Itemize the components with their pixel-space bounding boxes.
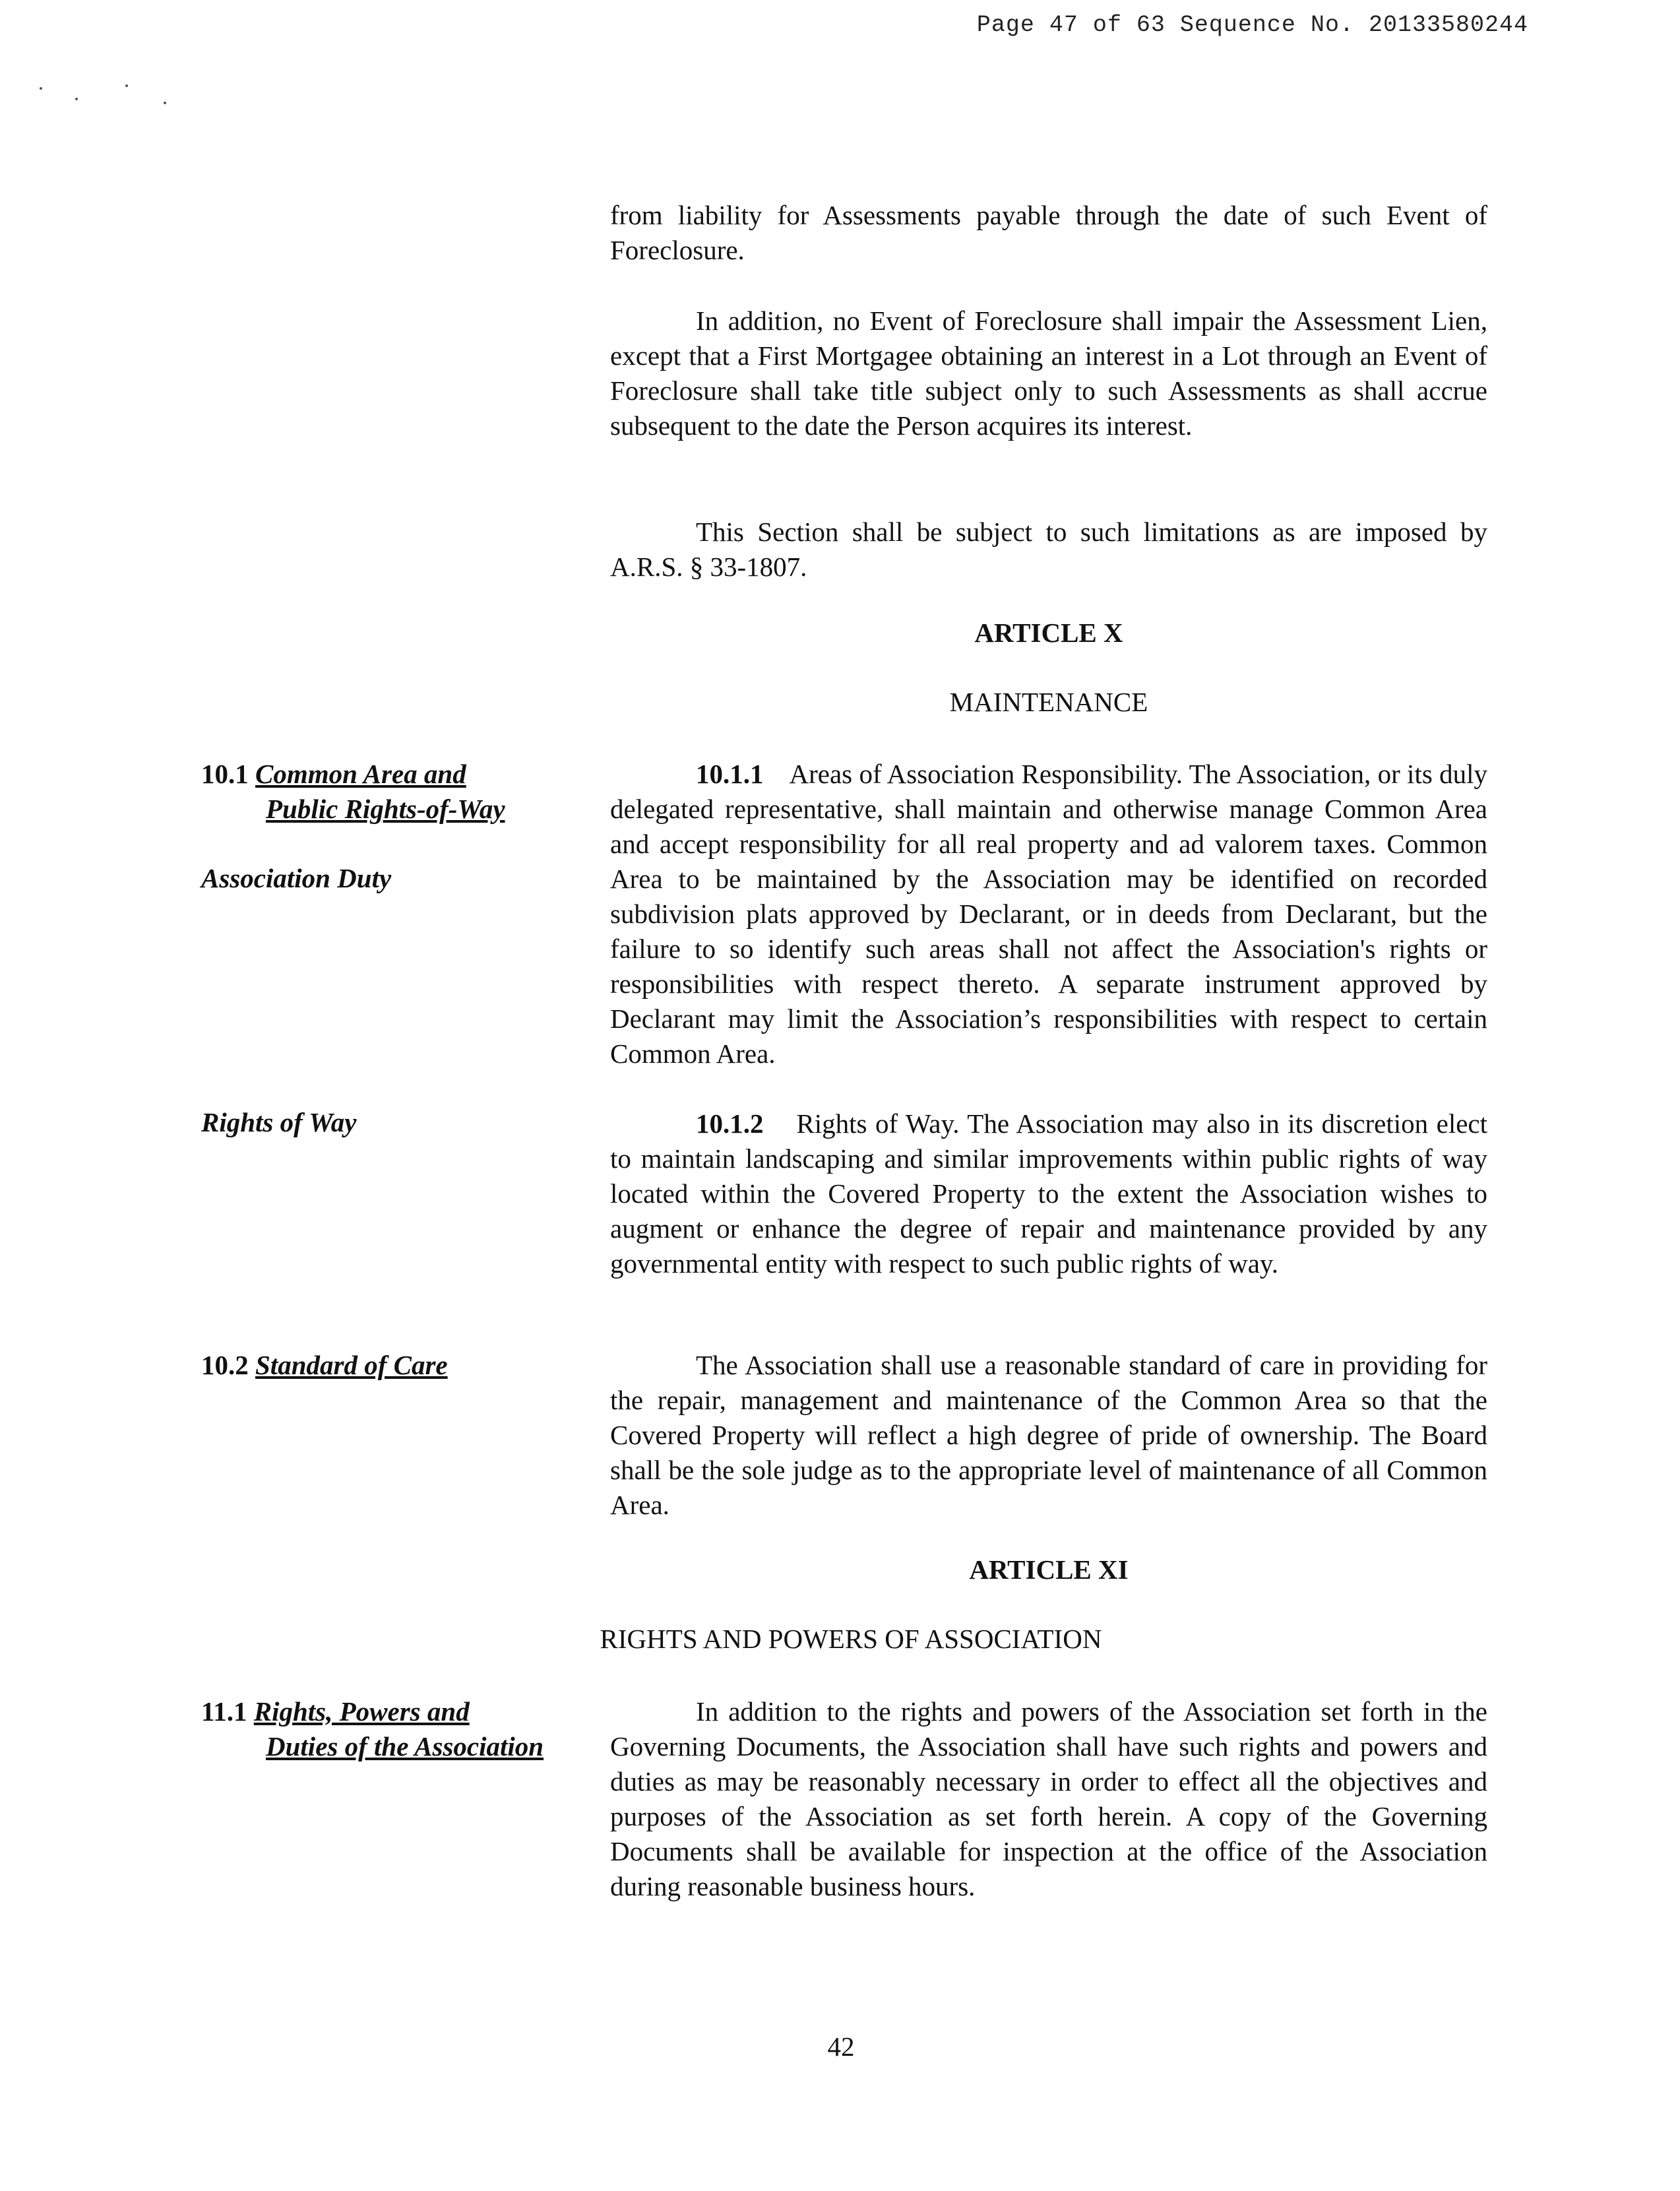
section-11-1-number: 11.1 [201,1696,247,1727]
article-xi-subtitle: RIGHTS AND POWERS OF ASSOCIATION [600,1624,1102,1654]
section-10-2-heading [201,1348,597,1383]
section-10-1-2 [610,1106,1487,1281]
top-paragraph-assessment-lien [610,303,1487,443]
paragraph-limitations: This Section shall be subject to such limitations as are imposed by A.R.S. § 33-1807. [610,517,1487,582]
section-10-2-number: 10.2 [201,1350,249,1380]
scan-specks [26,79,185,119]
section-11-1-title-line1: Rights, Powers and [253,1696,470,1727]
paragraph-assessment-lien: In addition, no Event of Foreclosure shall impair the Assessment Lien, except that a First Mortgagee obtaining an interest in a Lot through an Event of Foreclosure shall take title subject only to such Assessments as shall accrue subsequent to the date the Person acquires its interest. [610,305,1487,441]
article-xi-title: ARTICLE XI [969,1554,1129,1585]
section-10-2-title: Standard of Care [255,1350,448,1380]
top-paragraph-continuation [610,198,1487,268]
section-10-1-title-line2: Public Rights-of-Way [266,794,505,824]
label-association-duty: Association Duty [201,863,392,893]
top-paragraph-limitations [610,515,1487,585]
section-10-1-1-text: Areas of Association Responsibility. The Association, or its duly delegated representative, shall maintain and otherwise manage Common Area and accept responsibility for all real property and ad valorem taxes. Common Area to be maintained by the Association may be identified on recorded subdivision plats approved by Declarant, or in deeds from Declarant, but the failure to so identify such areas shall not affect the Association's rights or responsibilities with respect thereto. A separate instrument approved by Declarant may limit the Association’s responsibilities with respect to certain Common Area. [610,759,1487,1069]
article-x-title: ARTICLE X [974,618,1123,648]
section-10-1-number: 10.1 [201,759,249,789]
paragraph-foreclosure-liability: from liability for Assessments payable through the date of such Event of Foreclosure. [610,200,1487,265]
section-10-1-title-line1: Common Area and [255,759,466,789]
section-11-1-heading [201,1694,597,1764]
page-number: 42 [827,2031,855,2062]
section-10-1-2-number: 10.1.2 [696,1108,764,1139]
section-10-1-1 [610,757,1487,1071]
section-11-1-text: In addition to the rights and powers of the Association set forth in the Governing Documents, the Association shall have such rights and powers and duties as may be reasonably necessary in order to effect all the objectives and purposes of the Association as set forth herein. A copy of the Governing Documents shall be available for inspection at the office of the Association during reasonable business hours. [610,1696,1487,1901]
page-sequence-header: Page 47 of 63 Sequence No. 20133580244 [976,12,1528,38]
label-rights-of-way: Rights of Way [201,1107,357,1137]
section-10-2-body [610,1348,1487,1523]
section-10-1-heading [201,757,597,827]
article-x-subtitle: MAINTENANCE [949,687,1148,717]
section-10-1-2-text: Rights of Way. The Association may also in its discretion elect to maintain landscaping and similar improvements within public rights of way located within the Covered Property to the extent the Association wishes to augment or enhance the degree of repair and maintenance provided by any governmental entity with respect to such public rights of way. [610,1108,1488,1279]
section-11-1-title-line2: Duties of the Association [266,1731,544,1762]
section-10-2-text: The Association shall use a reasonable standard of care in providing for the repair, management and maintenance of the Common Area so that the Covered Property will reflect a high degree of pride of ownership. The Board shall be the sole judge as to the appropriate level of maintenance of all Common Area. [610,1350,1487,1520]
section-10-1-1-number: 10.1.1 [696,759,764,789]
section-11-1-body [610,1694,1487,1904]
